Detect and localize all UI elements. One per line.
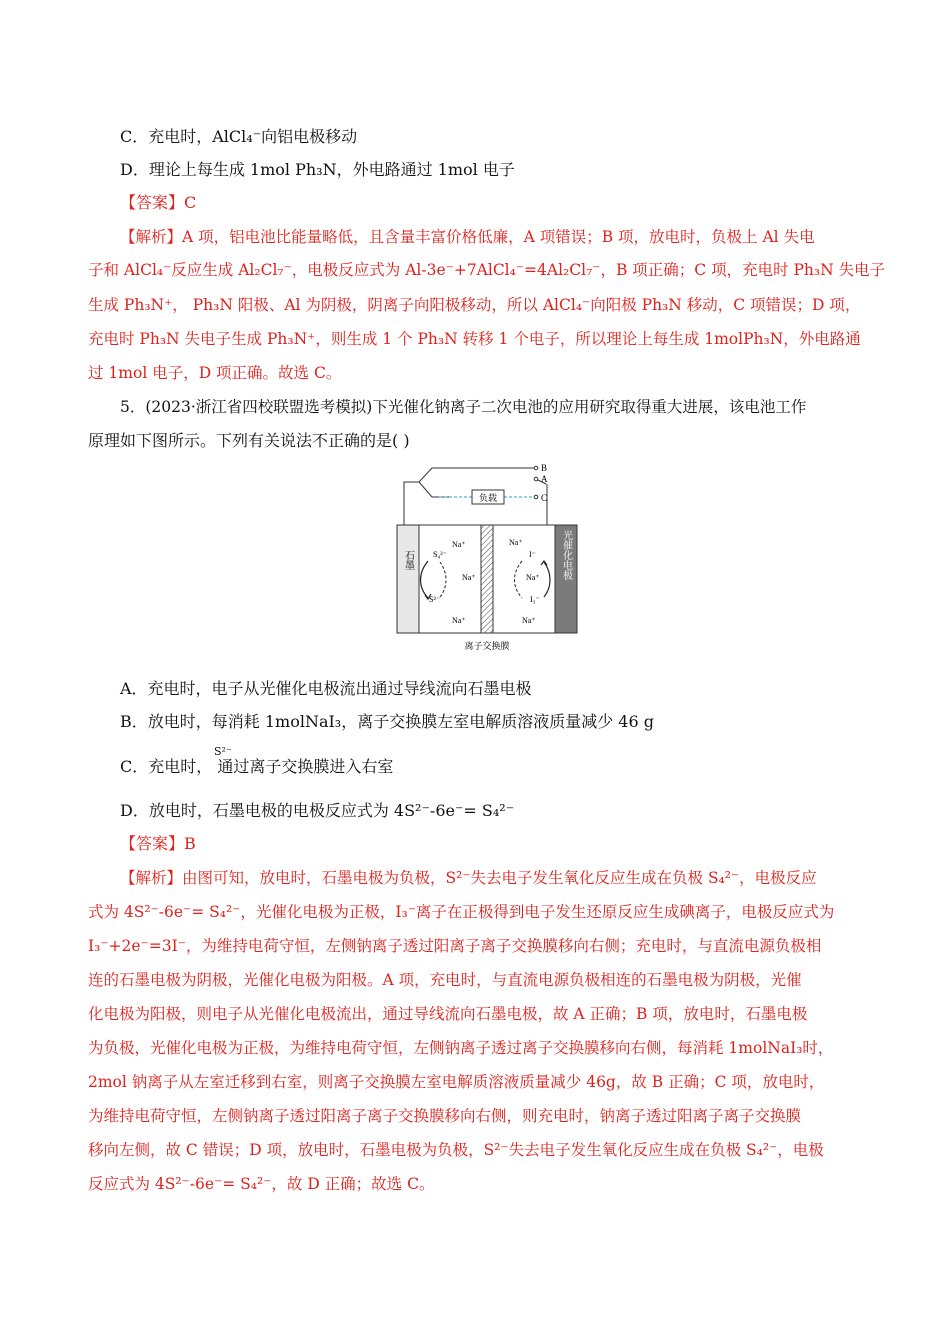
analysis-prev-line4: 充电时 Ph₃N 失电子生成 Ph₃N⁺，则生成 1 个 Ph₃N 转移 1 个电子，所以理论上每生成 1molPh₃N，外电路通 bbox=[88, 330, 861, 348]
terminal-c bbox=[534, 495, 538, 499]
left-na-top: Na⁺ bbox=[452, 540, 466, 549]
analysis-line9: 移向左侧，故 C 错误；D 项，放电时，石墨电极为负极，S²⁻失去电子发生氧化反应生成在负极 S₄²⁻，电极 bbox=[88, 1141, 824, 1159]
graphite-electrode bbox=[397, 525, 419, 633]
answer-prev: 【答案】C bbox=[120, 193, 197, 212]
answer: 【答案】B bbox=[120, 834, 196, 853]
analysis-prev-line1: 【解析】A 项，铝电池比能量略低，且含量丰富价格低廉，A 项错误；B 项，放电时，负极上 Al 失电 bbox=[120, 228, 815, 246]
right-na-mid: Na⁺ bbox=[526, 573, 540, 582]
battery-diagram bbox=[396, 455, 586, 655]
s4-label: S₄²⁻ bbox=[433, 550, 447, 559]
load-label: 负载 bbox=[478, 493, 498, 503]
ion-exchange-membrane bbox=[481, 525, 493, 633]
terminal-a bbox=[534, 477, 538, 481]
label-c: C bbox=[541, 493, 548, 503]
terminal-b bbox=[534, 466, 538, 470]
label-a: A bbox=[541, 474, 548, 484]
analysis-line2: 式为 4S²⁻-6e⁻= S₄²⁻，光催化电极为正极，I₃⁻离子在正极得到电子发生还原反应生成碘离子，电极反应式为 bbox=[88, 903, 835, 921]
graphite-label: 石墨 bbox=[402, 550, 414, 570]
analysis-line10: 反应式为 4S²⁻-6e⁻= S₄²⁻，故 D 正确；故选 C。 bbox=[88, 1175, 435, 1193]
analysis-line7: 2mol 钠离子从左室迁移到右室，则离子交换膜左室电解质溶液质量减少 46g，故 B 正确；C 项，放电时， bbox=[88, 1073, 825, 1091]
option-d-prev: D．理论上每生成 1mol Ph₃N，外电路通过 1mol 电子 bbox=[120, 160, 515, 179]
analysis-line8: 为维持电荷守恒，左侧钠离子透过阳离子离子交换膜移向右侧，则充电时，钠离子透过阳离子离子交换膜 bbox=[88, 1107, 802, 1125]
wire-load-left bbox=[419, 482, 452, 497]
analysis-line6: 为负极，光催化电极为正极，为维持电荷守恒，左侧钠离子透过离子交换膜移向右侧，每消耗 1molNaI₃时， bbox=[88, 1039, 834, 1057]
option-c-prev: C．充电时，AlCl₄⁻向铝电极移动 bbox=[120, 127, 358, 146]
photo-electrode-label: 光催化电极 bbox=[560, 530, 572, 580]
option-d: D．放电时，石墨电极的电极反应式为 4S²⁻-6e⁻= S₄²⁻ bbox=[120, 801, 515, 820]
analysis-line5: 化电极为阳极，则电子从光催化电极流出，通过导线流向石墨电极，故 A 正确；B 项，放电时，石墨电极 bbox=[88, 1005, 808, 1023]
right-na-top: Na⁺ bbox=[509, 538, 523, 547]
analysis-line3: I₃⁻+2e⁻=3I⁻，为维持电荷守恒，左侧钠离子透过阳离子离子交换膜移向右侧；充电时，与直流电源负极相 bbox=[88, 937, 822, 955]
left-na-mid: Na⁺ bbox=[462, 573, 476, 582]
option-a: A．充电时，电子从光催化电极流出通过导线流向石墨电极 bbox=[120, 679, 532, 698]
right-na-bottom: Na⁺ bbox=[522, 616, 536, 625]
analysis-prev-line2: 子和 AlCl₄⁻反应生成 Al₂Cl₇⁻，电极反应式为 Al-3e⁻+7AlCl₄⁻=4Al₂Cl₇⁻，B 项正确；C 项，充电时 Ph₃N 失电子 bbox=[88, 261, 886, 279]
option-c: C．充电时， 通过离子交换膜进入右室 bbox=[120, 757, 394, 776]
iodide-label: I⁻ bbox=[529, 550, 536, 559]
option-c-ion: S²⁻ bbox=[214, 745, 232, 758]
question-5-line1: 5．(2023·浙江省四校联盟选考模拟)下光催化钠离子二次电池的应用研究取得重大进展，该电池工作 bbox=[120, 398, 807, 416]
left-na-bottom: Na⁺ bbox=[452, 616, 466, 625]
option-b: B．放电时，每消耗 1molNaI₃，离子交换膜左室电解质溶液质量减少 46 g bbox=[120, 712, 654, 731]
analysis-prev-line3: 生成 Ph₃N⁺， Ph₃N 阳极、Al 为阴极，阴离子向阳极移动，所以 AlCl₄⁻向阳极 Ph₃N 移动，C 项错误；D 项， bbox=[88, 296, 861, 314]
label-b: B bbox=[541, 463, 548, 473]
triiodide-label: I₃⁻ bbox=[530, 595, 540, 604]
membrane-caption: 离子交换膜 bbox=[464, 641, 510, 651]
analysis-line1: 【解析】由图可知，放电时，石墨电极为负极，S²⁻失去电子发生氧化反应生成在负极 S₄²⁻，电极反应 bbox=[120, 869, 817, 887]
analysis-prev-line5: 过 1mol 电子，D 项正确。故选 C。 bbox=[88, 364, 342, 382]
question-5-line2: 原理如下图所示。下列有关说法不正确的是( ) bbox=[88, 431, 410, 450]
analysis-line4: 连的石墨电极为阴极，光催化电极为阳极。A 项，充电时，与直流电源负极相连的石墨电极为阴极，光催 bbox=[88, 971, 802, 989]
s2-label: S²⁻ bbox=[429, 595, 441, 604]
